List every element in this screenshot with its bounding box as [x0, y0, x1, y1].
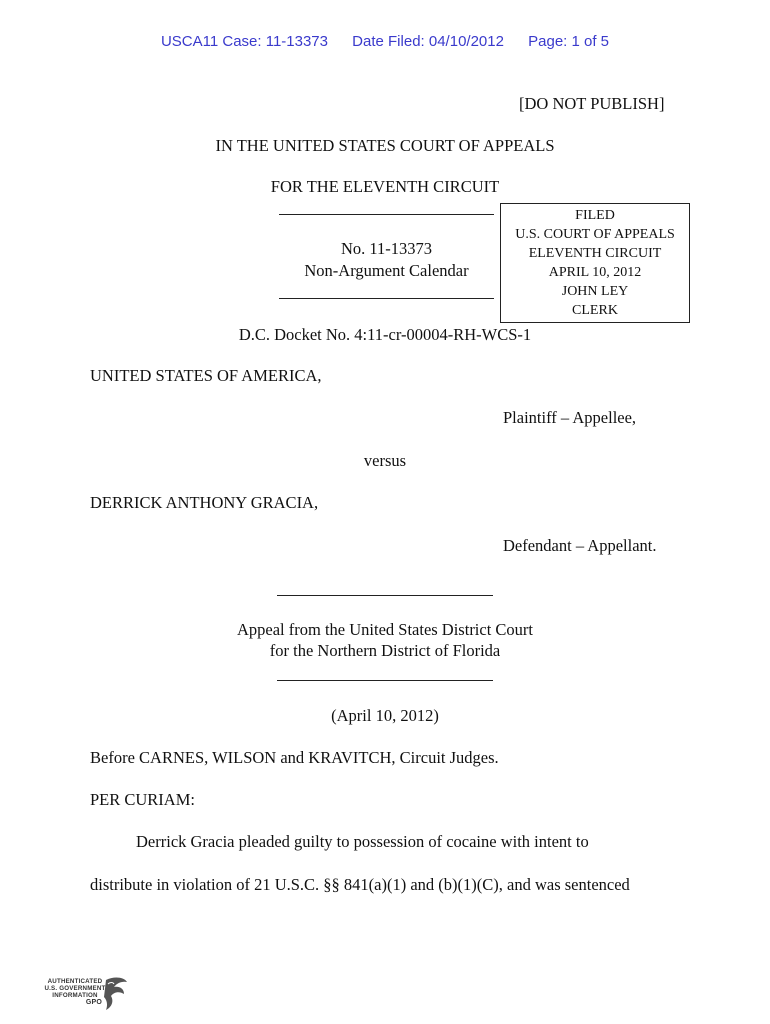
header-date-filed: Date Filed: 04/10/2012 [352, 33, 504, 50]
judges-line: Before CARNES, WILSON and KRAVITCH, Circuit Judges. [90, 748, 499, 767]
case-number: No. 11-13373 [340, 239, 433, 258]
court-title: IN THE UNITED STATES COURT OF APPEALS [215, 136, 555, 155]
section-rule [277, 595, 493, 596]
filed-stamp-line: CLERK [572, 303, 618, 318]
calendar-type: Non-Argument Calendar [304, 261, 469, 280]
defendant-name: DERRICK ANTHONY GRACIA, [90, 493, 319, 512]
publish-status: [DO NOT PUBLISH] [519, 94, 665, 113]
plaintiff-role: Plaintiff – Appellee, [503, 408, 637, 427]
filed-stamp-line: U.S. COURT OF APPEALS [515, 227, 675, 242]
body-text-line: distribute in violation of 21 U.S.C. §§ 841(a)(1) and (b)(1)(C), and was sentenced [90, 875, 630, 894]
versus: versus [363, 451, 407, 470]
appeal-line-2: for the Northern District of Florida [269, 641, 501, 660]
per-curiam: PER CURIAM: [90, 790, 195, 809]
header-page-number: Page: 1 of 5 [528, 33, 610, 50]
section-rule [277, 680, 493, 681]
plaintiff-name: UNITED STATES OF AMERICA, [90, 366, 322, 385]
filed-stamp-line: JOHN LEY [561, 284, 629, 299]
circuit-title: FOR THE ELEVENTH CIRCUIT [270, 177, 500, 196]
body-text-line: Derrick Gracia pleaded guilty to possession of cocaine with intent to [136, 832, 589, 851]
page-header [0, 33, 770, 50]
gpo-line: GPO [85, 999, 102, 1006]
appeal-line-1: Appeal from the United States District Court [236, 620, 534, 639]
gpo-line: AUTHENTICATED [47, 978, 103, 985]
decision-date: (April 10, 2012) [331, 706, 439, 725]
header-case-number: USCA11 Case: 11-13373 [160, 33, 328, 50]
docket-number: D.C. Docket No. 4:11-cr-00004-RH-WCS-1 [238, 325, 532, 344]
caption-rule-bottom [279, 298, 494, 299]
gpo-authentication-logo [44, 975, 134, 1015]
defendant-role: Defendant – Appellant. [503, 536, 657, 555]
gpo-line: INFORMATION [52, 992, 98, 999]
filed-stamp-line: APRIL 10, 2012 [548, 265, 642, 280]
filed-stamp [500, 203, 690, 323]
gpo-line: U.S. GOVERNMENT [44, 985, 106, 992]
caption-rule-top [279, 214, 494, 215]
filed-stamp-line: FILED [575, 208, 615, 223]
filed-stamp-line: ELEVENTH CIRCUIT [528, 246, 662, 261]
